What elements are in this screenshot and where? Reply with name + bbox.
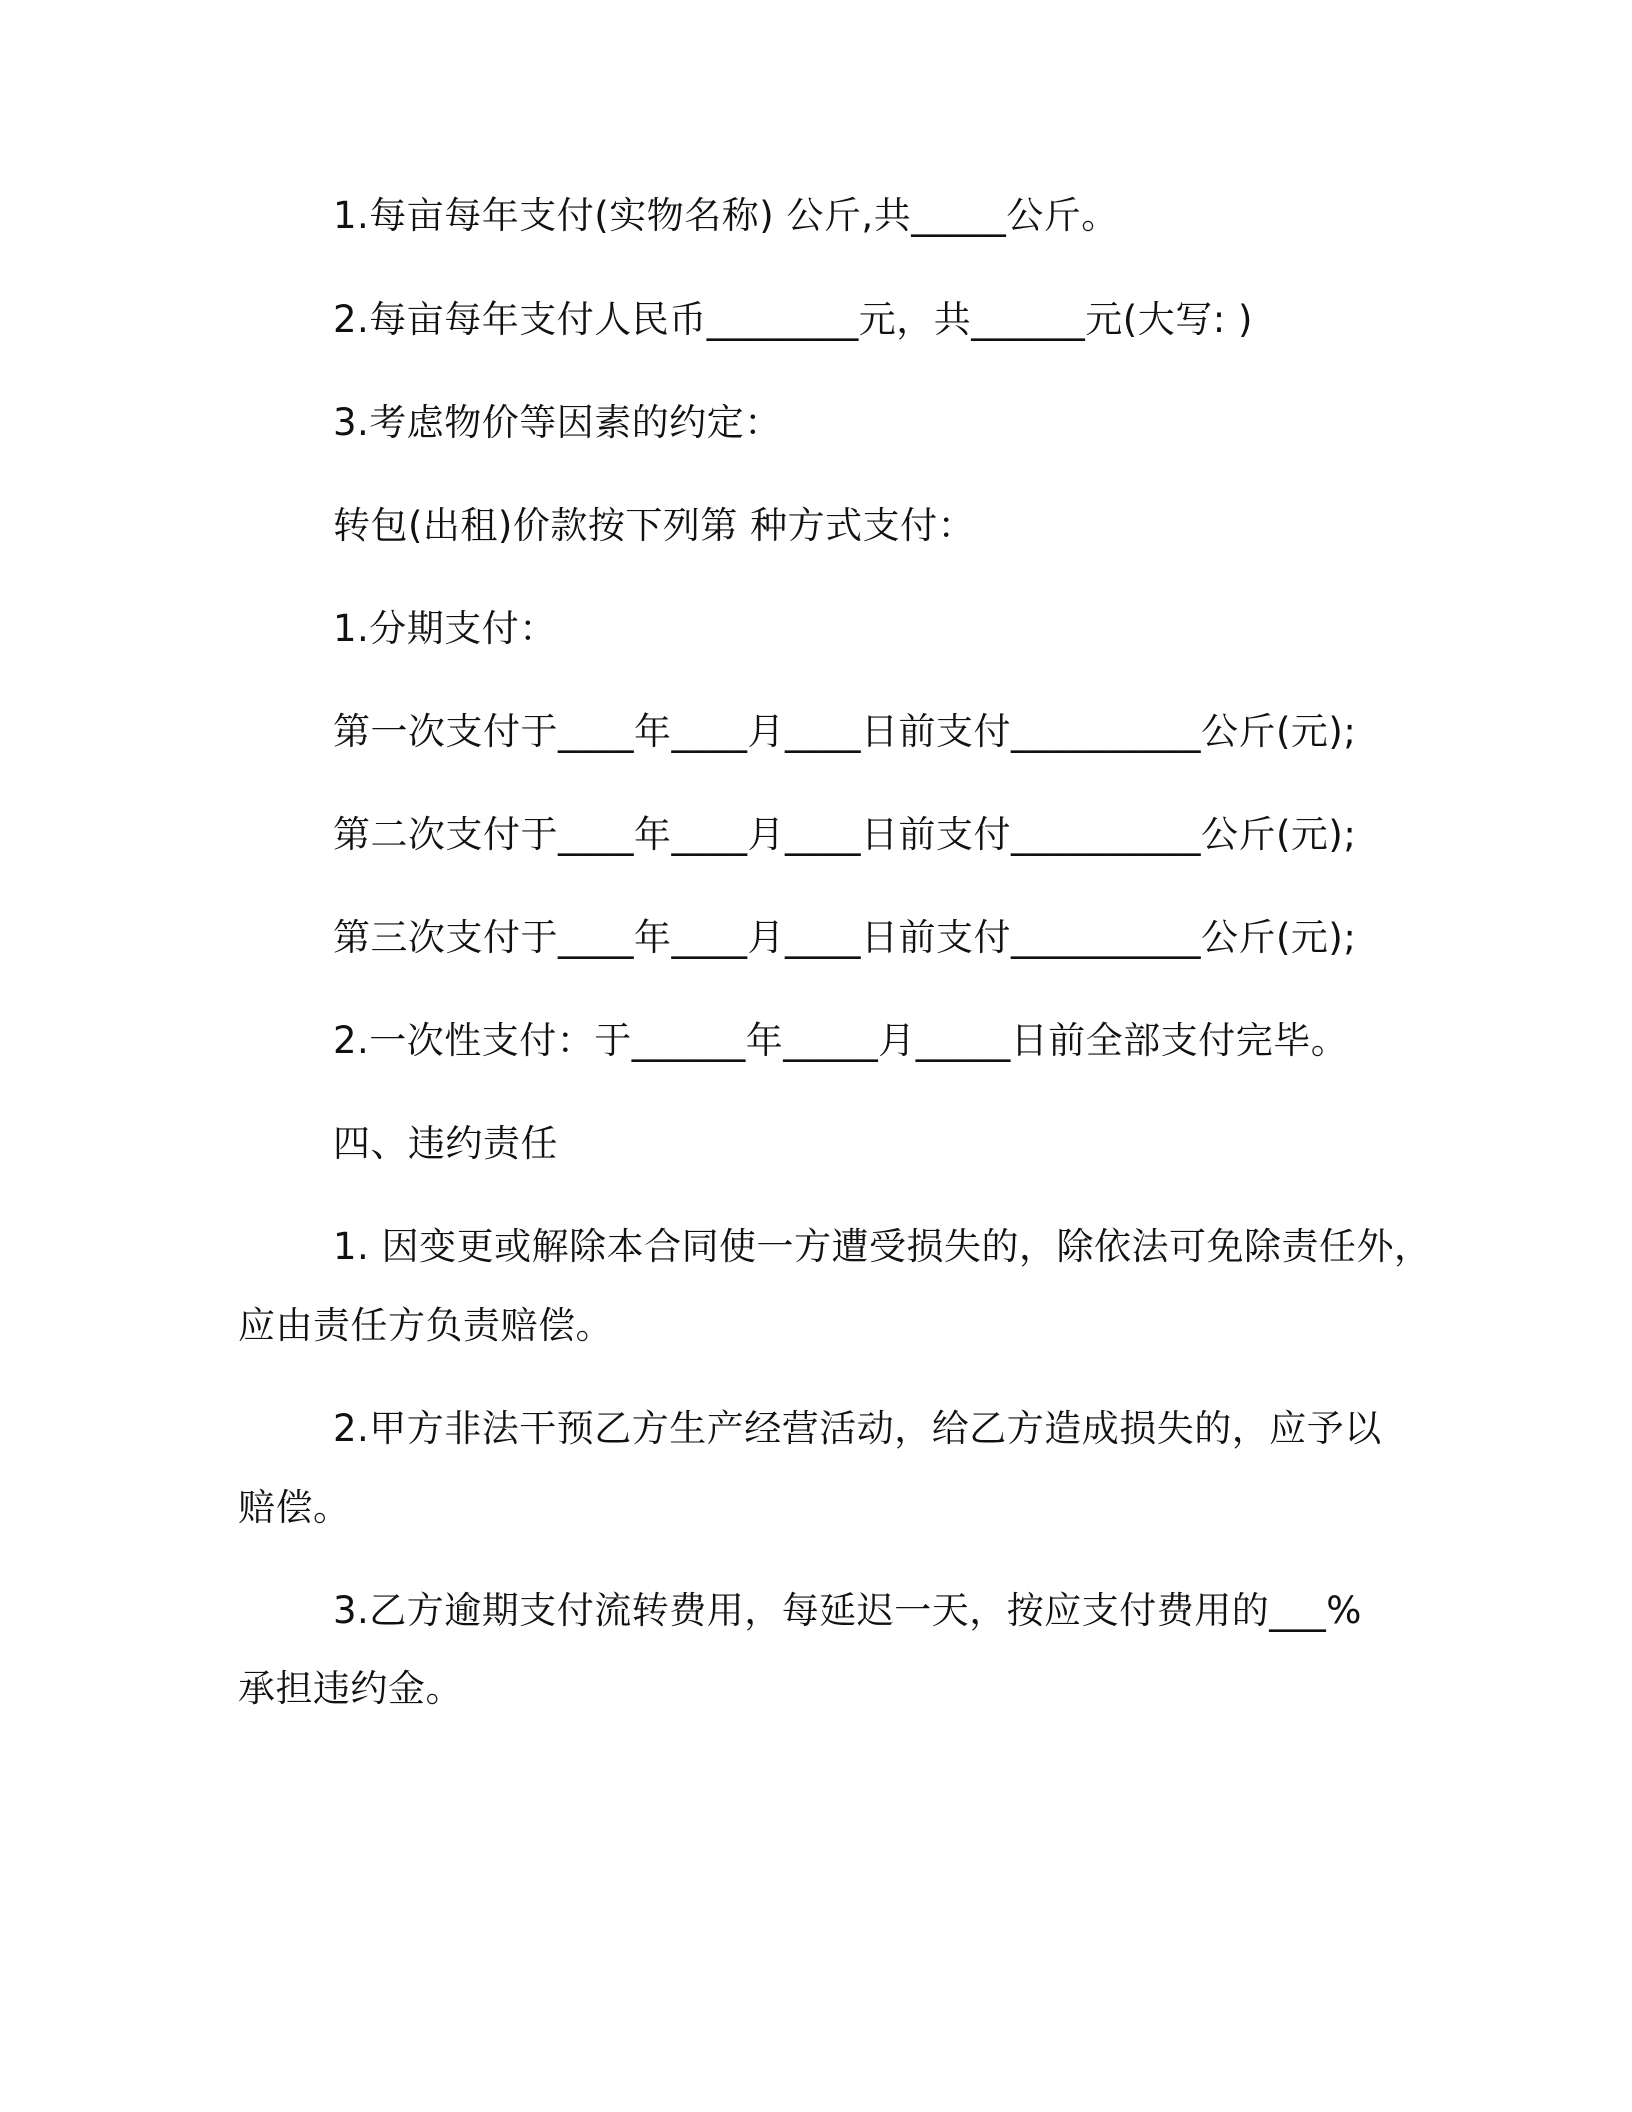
second-installment-line: 第二次支付于____年____月____日前支付__________公斤(元); <box>333 813 1357 856</box>
payment-method-line: 转包(出租)价款按下列第 种方式支付： <box>333 504 976 547</box>
installment-heading: 1.分期支付： <box>333 607 557 650</box>
clause-3-line-2: 承担违约金。 <box>238 1667 463 1710</box>
breach-liability-heading: 四、违约责任 <box>333 1122 558 1165</box>
first-installment-line: 第一次支付于____年____月____日前支付__________公斤(元); <box>333 710 1357 753</box>
clause-3-line-1: 3.乙方逾期支付流转费用，每延迟一天，按应支付费用的___% <box>333 1589 1362 1632</box>
clause-1-line-1: 1. 因变更或解除本合同使一方遭受损失的，除依法可免除责任外， <box>333 1225 1432 1268</box>
price-factors-line: 3.考虑物价等因素的约定： <box>333 401 782 444</box>
lump-sum-line: 2.一次性支付：于______年_____月_____日前全部支付完毕。 <box>333 1019 1349 1062</box>
clause-2-line-2: 赔偿。 <box>238 1486 351 1529</box>
payment-in-kind-line: 1.每亩每年支付(实物名称) 公斤,共_____公斤。 <box>333 194 1119 237</box>
clause-1-line-2: 应由责任方负责赔偿。 <box>238 1304 613 1347</box>
third-installment-line: 第三次支付于____年____月____日前支付__________公斤(元); <box>333 916 1357 959</box>
payment-in-cash-line: 2.每亩每年支付人民币________元，共______元(大写: ) <box>333 298 1253 341</box>
clause-2-line-1: 2.甲方非法干预乙方生产经营活动，给乙方造成损失的，应予以 <box>333 1407 1382 1450</box>
